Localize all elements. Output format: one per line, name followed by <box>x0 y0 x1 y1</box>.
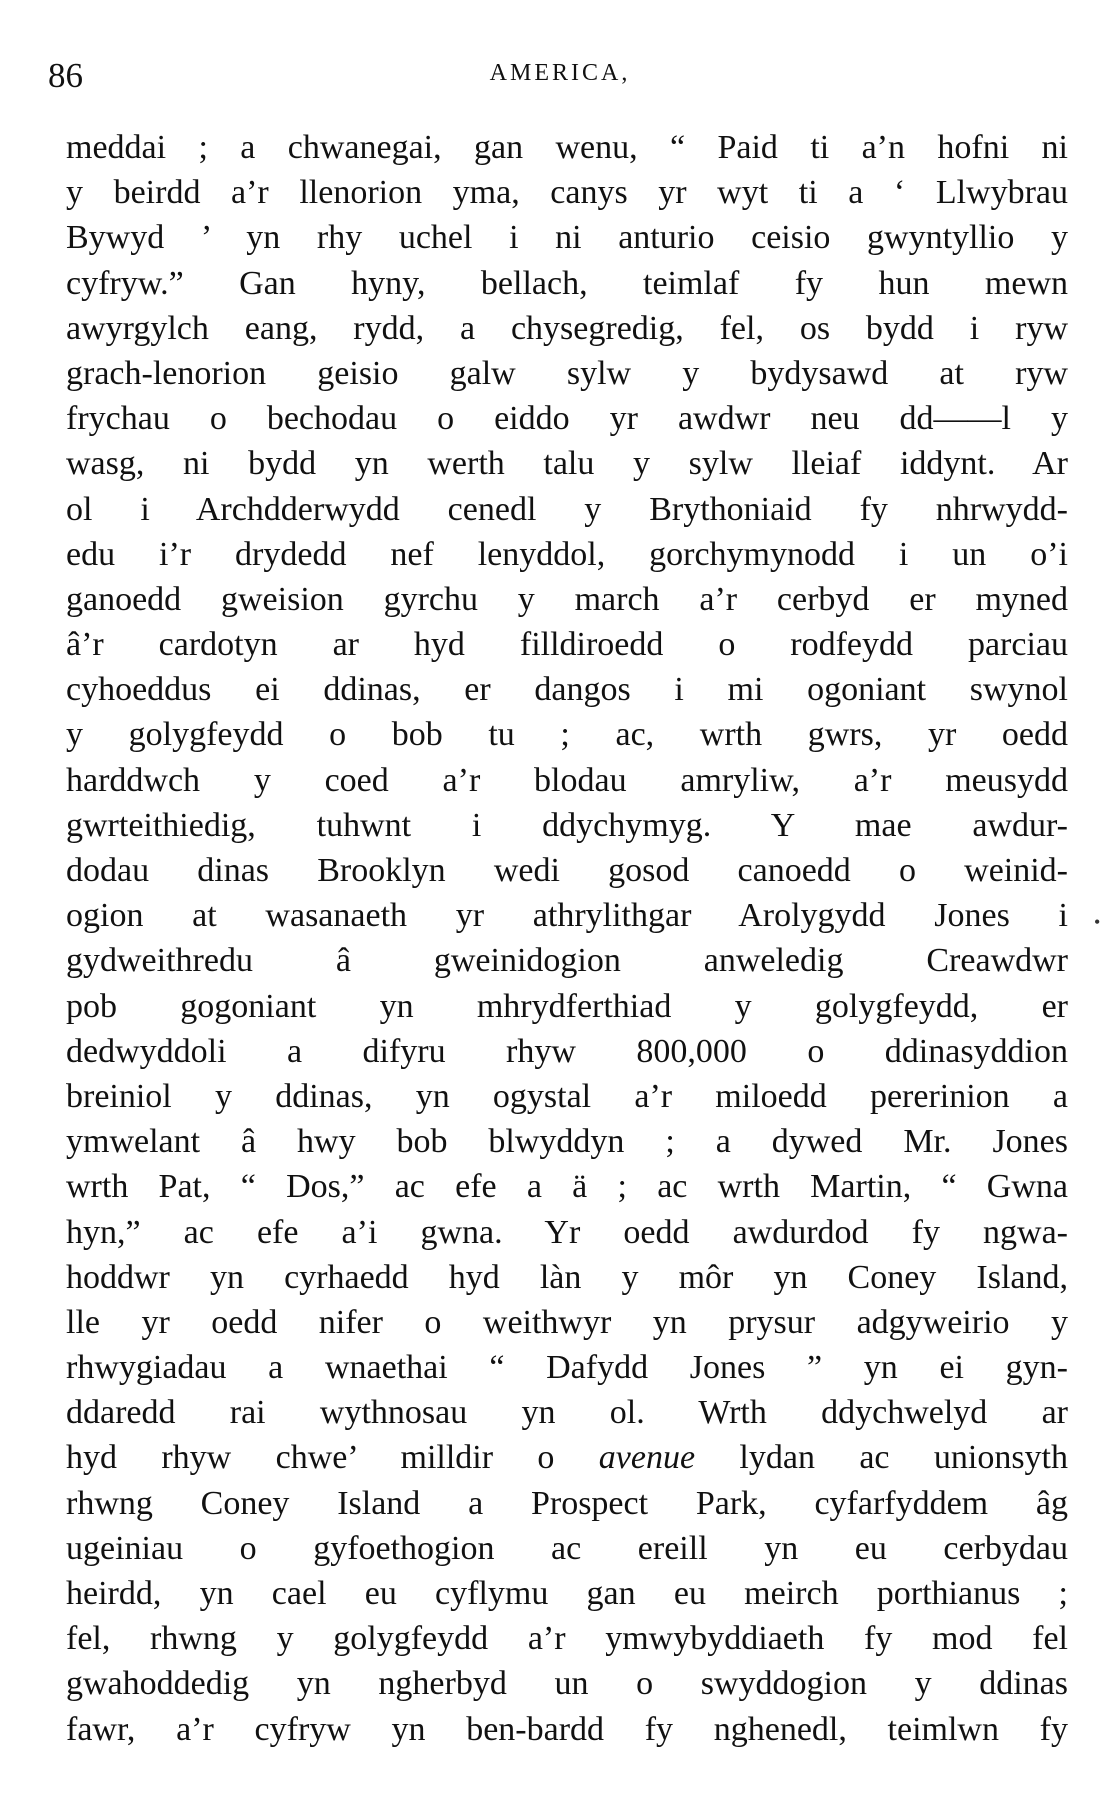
text-line: â’r cardotyn ar hyd filldiroedd o rodfeydd parciau <box>66 626 1068 664</box>
text-line: wrth Pat, “ Dos,” ac efe a ä ; ac wrth Martin, “ Gwna <box>66 1168 1068 1206</box>
body-text <box>66 125 1068 1752</box>
text-line: edu i’r drydedd nef lenyddol, gorchymynodd i un o’i <box>66 535 1068 573</box>
text-line: ymwelant â hwy bob blwyddyn ; a dywed Mr. Jones <box>66 1123 1068 1161</box>
text-line: rhwng Coney Island a Prospect Park, cyfarfyddem âg <box>66 1484 1068 1522</box>
text-line: y beirdd a’r llenorion yma, canys yr wyt ti a ‘ Llwybrau <box>66 174 1068 212</box>
text-line: wasg, ni bydd yn werth talu y sylw lleiaf iddynt. Ar <box>66 445 1068 483</box>
italic-word: avenue <box>598 1439 696 1477</box>
text-line: cyfryw.” Gan hyny, bellach, teimlaf fy hun mewn <box>66 264 1068 302</box>
text-line: rhwygiadau a wnaethai “ Dafydd Jones ” yn ei gyn- <box>66 1349 1068 1387</box>
text-line: ganoedd gweision gyrchu y march a’r cerbyd er myned <box>66 580 1068 618</box>
page-number: 86 <box>48 56 83 95</box>
running-head <box>48 56 1072 96</box>
text-run: hyd rhyw chwe’ milldir o <box>66 1439 599 1477</box>
text-run: lydan ac unionsyth <box>695 1439 1068 1477</box>
text-line: Bywyd ’ yn rhy uchel i ni anturio ceisio gwyntyllio y <box>66 219 1068 257</box>
text-line: dedwyddoli a difyru rhyw 800,000 o ddinasyddion <box>66 1032 1068 1070</box>
text-line: awyrgylch eang, rydd, a chysegredig, fel, os bydd i ryw <box>66 309 1068 347</box>
text-line: heirdd, yn cael eu cyflymu gan eu meirch porthianus ; <box>66 1575 1068 1612</box>
text-line: ddaredd rai wythnosau yn ol. Wrth ddychwelyd ar <box>66 1394 1068 1432</box>
text-line: fel, rhwng y golygfeydd a’r ymwybyddiaeth fy mod fel <box>66 1620 1068 1658</box>
text-line: lle yr oedd nifer o weithwyr yn prysur adgyweirio y <box>66 1303 1068 1341</box>
text-line: fawr, a’r cyfryw yn ben-bardd fy nghenedl, teimlwn fy <box>66 1710 1068 1748</box>
text-line: breiniol y ddinas, yn ogystal a’r miloedd pererinion a <box>66 1077 1068 1115</box>
text-line: gwahoddedig yn ngherbyd un o swyddogion y ddinas <box>66 1665 1068 1703</box>
text-line: gydweithredu â gweinidogion anweledig Creawdwr <box>66 942 1068 980</box>
text-line: harddwch y coed a’r blodau amryliw, a’r meusydd <box>66 761 1068 799</box>
text-line: pob gogoniant yn mhrydferthiad y golygfeydd, er <box>66 987 1068 1025</box>
text-line: y golygfeydd o bob tu ; ac, wrth gwrs, yr oedd <box>66 716 1068 754</box>
running-title: AMERICA, <box>489 60 631 86</box>
text-line: dodau dinas Brooklyn wedi gosod canoedd o weinid- <box>66 852 1068 889</box>
text-line: grach-lenorion geisio galw sylw y bydysawd at ryw <box>66 354 1068 392</box>
text-line: cyhoeddus ei ddinas, er dangos i mi ogoniant swynol <box>66 671 1068 709</box>
text-line: ogion at wasanaeth yr athrylithgar Arolygydd Jones i <box>66 897 1068 935</box>
text-line: ol i Archdderwydd cenedl y Brythoniaid fy nhrwydd- <box>66 490 1068 528</box>
text-line: frychau o bechodau o eiddo yr awdwr neu dd——l y <box>66 400 1068 438</box>
margin-dot: • <box>1094 912 1101 932</box>
text-line: ugeiniau o gyfoethogion ac ereill yn eu cerbydau <box>66 1529 1068 1567</box>
text-line: hyn,” ac efe a’i gwna. Yr oedd awdurdod fy ngwa- <box>66 1213 1068 1251</box>
text-line <box>66 1435 1068 1480</box>
text-line: gwrteithiedig, tuhwnt i ddychymyg. Y mae awdur- <box>66 806 1068 844</box>
text-line: meddai ; a chwanegai, gan wenu, “ Paid ti a’n hofni ni <box>66 129 1068 166</box>
text-line: hoddwr yn cyrhaedd hyd làn y môr yn Coney Island, <box>66 1258 1068 1296</box>
